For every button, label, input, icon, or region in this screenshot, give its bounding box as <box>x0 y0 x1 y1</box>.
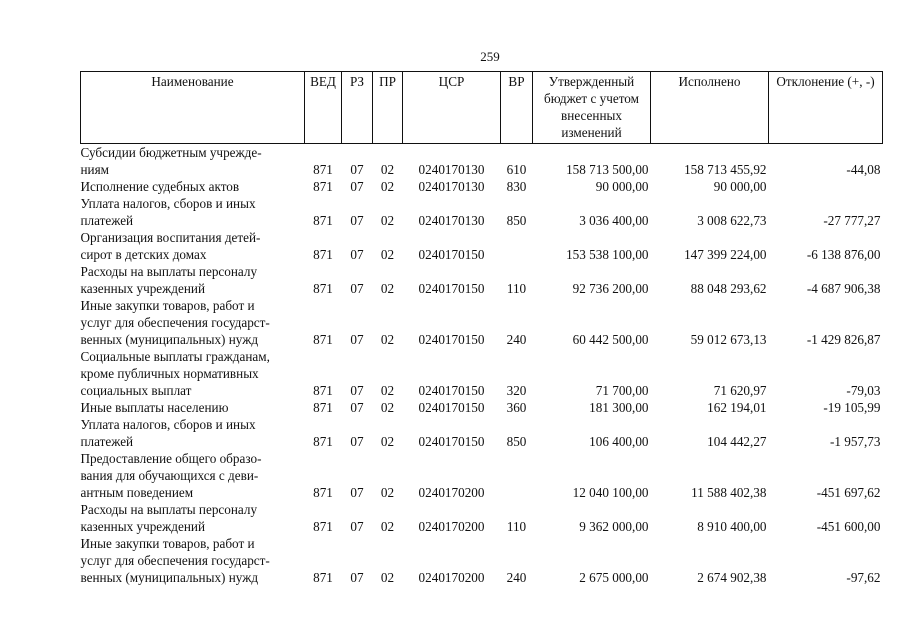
header-ved: ВЕД <box>305 72 342 144</box>
cell-vr: 850 <box>506 434 527 449</box>
budget-table <box>80 71 883 586</box>
cell-vr: 830 <box>506 179 527 194</box>
name-line: Расходы на выплаты персоналу <box>80 264 258 279</box>
name-line: Иные выплаты населению <box>80 400 229 415</box>
cell-vr: 110 <box>506 519 527 534</box>
cell-name <box>81 144 305 179</box>
name-line: платежей <box>80 213 134 228</box>
cell-csr: 0240170150 <box>418 383 485 398</box>
cell-approved: 12 040 100,00 <box>572 485 649 500</box>
cell-executed: 147 399 224,00 <box>684 247 767 262</box>
table-row <box>81 535 883 586</box>
cell-approved: 153 538 100,00 <box>566 247 649 262</box>
name-line: кроме публичных нормативных <box>80 366 259 381</box>
cell-name <box>81 263 305 297</box>
cell-approved: 2 675 000,00 <box>579 570 649 585</box>
name-line: антным поведением <box>80 485 194 500</box>
cell-executed: 11 588 402,38 <box>691 485 767 500</box>
cell-pr: 02 <box>380 434 395 449</box>
cell-ved: 871 <box>313 519 333 534</box>
cell-rz: 07 <box>350 485 364 500</box>
cell-csr: 0240170150 <box>418 247 485 262</box>
header-executed: Исполнено <box>651 72 769 144</box>
name-line: Иные закупки товаров, работ и <box>80 298 255 313</box>
table-row <box>81 416 883 450</box>
cell-rz: 07 <box>350 247 364 262</box>
cell-vr: 320 <box>506 383 527 398</box>
cell-ved: 871 <box>313 383 333 398</box>
cell-name <box>81 178 305 195</box>
table-row <box>81 297 883 348</box>
cell-approved: 92 736 200,00 <box>572 281 649 296</box>
table-row <box>81 263 883 297</box>
cell-pr: 02 <box>380 247 395 262</box>
cell-rz: 07 <box>350 570 364 585</box>
cell-name <box>81 195 305 229</box>
cell-rz: 07 <box>350 213 364 228</box>
cell-deviation: -19 105,99 <box>823 400 881 415</box>
cell-approved: 158 713 500,00 <box>566 162 649 177</box>
cell-pr: 02 <box>380 213 395 228</box>
name-line: услуг для обеспечения государст- <box>80 553 270 568</box>
name-line: Социальные выплаты гражданам, <box>80 349 270 364</box>
cell-vr: 610 <box>506 162 527 177</box>
cell-pr: 02 <box>380 332 395 347</box>
cell-deviation: -44,08 <box>846 162 881 177</box>
cell-deviation: -97,62 <box>846 570 881 585</box>
cell-approved: 181 300,00 <box>589 400 649 415</box>
name-line: Исполнение судебных актов <box>80 179 240 194</box>
cell-vr: 240 <box>506 570 527 585</box>
name-line: венных (муниципальных) нужд <box>80 570 259 585</box>
cell-executed: 158 713 455,92 <box>684 162 767 177</box>
cell-deviation: -451 697,62 <box>816 485 881 500</box>
cell-deviation: -451 600,00 <box>816 519 881 534</box>
name-line: венных (муниципальных) нужд <box>80 332 259 347</box>
header-pr: ПР <box>373 72 403 144</box>
cell-rz: 07 <box>350 400 364 415</box>
name-line: ниям <box>80 162 110 177</box>
cell-approved: 3 036 400,00 <box>579 213 649 228</box>
cell-deviation: -6 138 876,00 <box>806 247 881 262</box>
cell-deviation <box>769 178 883 195</box>
cell-pr: 02 <box>380 400 395 415</box>
cell-ved: 871 <box>313 570 333 585</box>
cell-name <box>81 348 305 399</box>
name-line: Расходы на выплаты персоналу <box>80 502 258 517</box>
table-row <box>81 178 883 195</box>
cell-name <box>81 297 305 348</box>
cell-rz: 07 <box>350 383 364 398</box>
cell-rz: 07 <box>350 332 364 347</box>
cell-name <box>81 535 305 586</box>
cell-pr: 02 <box>380 383 395 398</box>
cell-executed: 71 620,97 <box>713 383 767 398</box>
name-line: услуг для обеспечения государст- <box>80 315 270 330</box>
name-line: Предоставление общего образо- <box>80 451 262 466</box>
cell-deviation: -1 429 826,87 <box>806 332 881 347</box>
cell-executed: 90 000,00 <box>713 179 767 194</box>
cell-name <box>81 416 305 450</box>
cell-csr: 0240170150 <box>418 281 485 296</box>
table-row <box>81 229 883 263</box>
cell-csr: 0240170200 <box>418 570 485 585</box>
cell-deviation: -4 687 906,38 <box>806 281 881 296</box>
cell-csr: 0240170150 <box>418 434 485 449</box>
header-rz: РЗ <box>342 72 373 144</box>
cell-ved: 871 <box>313 434 333 449</box>
cell-approved: 60 442 500,00 <box>572 332 649 347</box>
cell-pr: 02 <box>380 162 395 177</box>
name-line: Уплата налогов, сборов и иных <box>80 417 256 432</box>
cell-vr: 110 <box>506 281 527 296</box>
cell-executed: 88 048 293,62 <box>690 281 767 296</box>
page-number: 259 <box>480 49 500 64</box>
header-name: Наименование <box>81 72 305 144</box>
cell-name <box>81 450 305 501</box>
cell-rz: 07 <box>350 434 364 449</box>
cell-executed: 59 012 673,13 <box>690 332 767 347</box>
table-header-row <box>81 72 883 144</box>
cell-vr: 240 <box>506 332 527 347</box>
header-csr: ЦСР <box>403 72 501 144</box>
table-body <box>81 144 883 587</box>
cell-ved: 871 <box>313 485 333 500</box>
table-row <box>81 399 883 416</box>
header-deviation: Отклонение (+, -) <box>769 72 883 144</box>
cell-pr: 02 <box>380 485 395 500</box>
name-line: сирот в детских домах <box>80 247 207 262</box>
cell-name <box>81 399 305 416</box>
cell-deviation: -1 957,73 <box>829 434 881 449</box>
cell-ved: 871 <box>313 247 333 262</box>
table-row <box>81 450 883 501</box>
cell-csr: 0240170150 <box>418 332 485 347</box>
cell-rz: 07 <box>350 179 364 194</box>
cell-deviation: -27 777,27 <box>823 213 881 228</box>
name-line: платежей <box>80 434 134 449</box>
name-line: казенных учреждений <box>80 281 206 296</box>
cell-ved: 871 <box>313 400 333 415</box>
cell-approved: 106 400,00 <box>589 434 649 449</box>
table-row <box>81 195 883 229</box>
cell-vr <box>501 450 533 501</box>
cell-pr: 02 <box>380 281 395 296</box>
cell-csr: 0240170130 <box>418 213 485 228</box>
cell-executed: 2 674 902,38 <box>697 570 767 585</box>
table-row <box>81 348 883 399</box>
cell-ved: 871 <box>313 281 333 296</box>
table-row <box>81 501 883 535</box>
name-line: вания для обучающихся с деви- <box>80 468 259 483</box>
cell-executed: 162 194,01 <box>707 400 767 415</box>
cell-vr: 850 <box>506 213 527 228</box>
cell-pr: 02 <box>380 570 395 585</box>
cell-approved: 90 000,00 <box>595 179 649 194</box>
cell-executed: 8 910 400,00 <box>697 519 767 534</box>
cell-approved: 71 700,00 <box>595 383 649 398</box>
cell-csr: 0240170150 <box>418 400 485 415</box>
cell-approved: 9 362 000,00 <box>579 519 649 534</box>
header-approved: Утвержденный бюджет с учетом внесенных изменений <box>533 72 651 144</box>
name-line: Субсидии бюджетным учрежде- <box>80 145 262 160</box>
cell-csr: 0240170130 <box>418 179 485 194</box>
cell-pr: 02 <box>380 519 395 534</box>
cell-csr: 0240170200 <box>418 485 485 500</box>
table-row <box>81 144 883 179</box>
cell-rz: 07 <box>350 281 364 296</box>
cell-csr: 0240170200 <box>418 519 485 534</box>
cell-vr: 360 <box>506 400 527 415</box>
header-vr: ВР <box>501 72 533 144</box>
cell-name <box>81 229 305 263</box>
name-line: социальных выплат <box>80 383 192 398</box>
cell-executed: 3 008 622,73 <box>697 213 767 228</box>
cell-csr: 0240170130 <box>418 162 485 177</box>
cell-vr <box>501 229 533 263</box>
cell-ved: 871 <box>313 332 333 347</box>
name-line: Иные закупки товаров, работ и <box>80 536 255 551</box>
name-line: казенных учреждений <box>80 519 206 534</box>
cell-ved: 871 <box>313 213 333 228</box>
cell-rz: 07 <box>350 519 364 534</box>
name-line: Уплата налогов, сборов и иных <box>80 196 256 211</box>
cell-pr: 02 <box>380 179 395 194</box>
cell-name <box>81 501 305 535</box>
cell-ved: 871 <box>313 162 333 177</box>
cell-rz: 07 <box>350 162 364 177</box>
cell-ved: 871 <box>313 179 333 194</box>
cell-executed: 104 442,27 <box>707 434 767 449</box>
cell-deviation: -79,03 <box>846 383 881 398</box>
name-line: Организация воспитания детей- <box>80 230 261 245</box>
